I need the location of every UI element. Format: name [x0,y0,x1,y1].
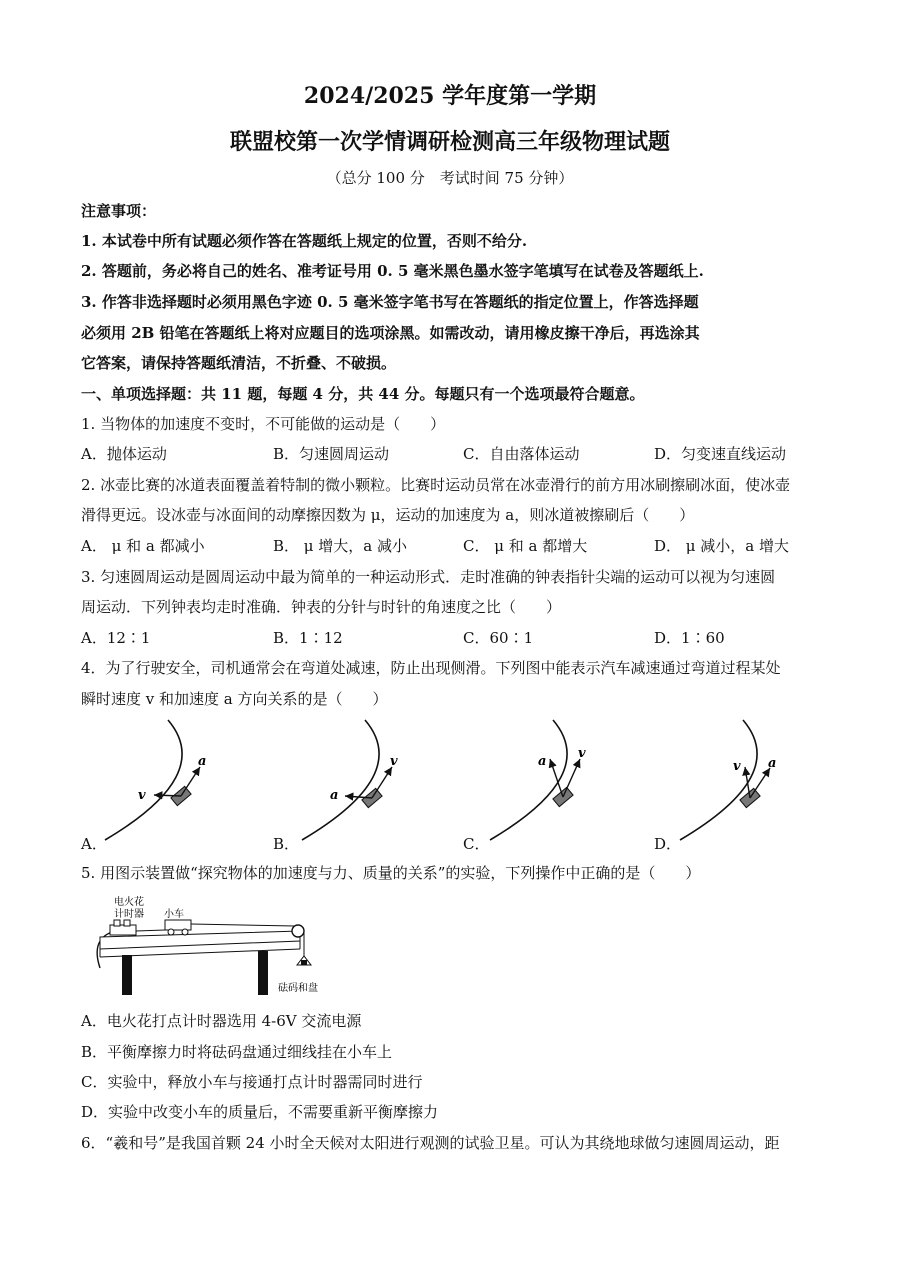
q4d-acc-label: a [768,756,777,771]
q6-stem-line1: 6．“羲和号”是我国首颗 24 小时全天候对太阳进行观测的试验卫星。可认为其绕地球做匀速圆周运动，距 [81,1134,780,1152]
note-1: 1. 本试卷中所有试题必须作答在答题纸上规定的位置，否则不给分. [81,232,528,250]
q2-option-a: A． μ 和 a 都减小 [81,537,205,555]
notes-heading: 注意事项： [81,202,157,220]
q1-option-a: A．抛体运动 [81,445,167,463]
q1-option-c: C．自由落体运动 [463,445,580,463]
q4c-v-label: v [578,746,586,761]
q5-fig-cart-label: 小车 [164,909,184,920]
q5-fig-timer-label1: 电火花 [114,897,144,908]
q4-figure-a [105,720,206,840]
q3-stem-line1-alt: 3. 匀速圆周运动是圆周运动中最为简单的一种运动形式．走时准确的钟表指针尖端的运动可以视为匀速圆 [81,568,776,586]
q3-option-b: B．1∶12 [273,629,343,647]
q5-option-d: D．实验中改变小车的质量后，不需要重新平衡摩擦力 [81,1103,439,1121]
q2-option-b: B． μ 增大，a 减小 [273,537,408,555]
q4-figures [0,715,900,855]
q4b-acc-label: a [330,788,339,803]
q2-stem-line1: 2. 冰壶比赛的冰道表面覆盖着特制的微小颗粒。比赛时运动员常在冰壶滑行的前方用冰刷擦刷冰面，使冰壶 [81,476,791,494]
q4-figure-b [302,720,398,840]
q3-stem-line2: 周运动．下列钟表均走时准确．钟表的分针与时针的角速度之比（ ） [81,596,821,618]
q2-option-c: C． μ 和 a 都增大 [463,537,588,555]
q2-stem-line2: 滑得更远。设冰壶与冰面间的动摩擦因数为 μ，运动的加速度为 a，则冰道被擦刷后（ ） [81,506,695,524]
q1-stem: 1. 当物体的加速度不变时，不可能做的运动是（ ） [81,415,446,433]
q4a-acc-label: a [198,754,207,769]
q4c-acc-label: a [538,754,547,769]
note-3-line2: 必须用 2B 铅笔在答题纸上将对应题目的选项涂黑。如需改动，请用橡皮擦干净后，再选涂其 [81,324,700,342]
q3-option-c: C．60∶1 [463,629,534,647]
q5-stem: 5. 用图示装置做“探究物体的加速度与力、质量的关系”的实验，下列操作中正确的是（ ） [81,864,701,882]
q4b-v-label: v [390,754,398,769]
exam-subtitle: （总分 100 分 考试时间 75 分钟） [326,169,574,187]
q5-fig-weights-label: 砝码和盘 [278,983,318,994]
q4-option-c: C． [463,835,490,853]
q4a-v-label: v [138,788,146,803]
q5-option-b: B．平衡摩擦力时将砝码盘通过细线挂在小车上 [81,1043,393,1061]
q4-figure-c [490,720,586,840]
note-2: 2. 答题前，务必将自己的姓名、准考证号用 0. 5 毫米黑色墨水签字笔填写在试卷及答题纸上. [81,262,704,280]
section-heading: 一、单项选择题：共 11 题，每题 4 分，共 44 分。每题只有一个选项最符合题意。 [81,385,645,403]
q4d-v-label: v [733,759,741,774]
q3-option-a: A．12∶1 [81,629,151,647]
q4-option-a: A． [81,835,107,853]
note-3-line3: 它答案，请保持答题纸清洁，不折叠、不破损。 [81,354,397,372]
q4-figure-d [680,720,776,840]
q4-stem-line1: 4．为了行驶安全，司机通常会在弯道处减速，防止出现侧滑。下列图中能表示汽车减速通过弯道过程某处 [81,659,781,677]
q3-option-d: D．1∶60 [654,629,725,647]
note-3-line1: 3. 作答非选择题时必须用黑色字迹 0. 5 毫米签字笔书写在答题纸的指定位置上，作答选择题 [81,293,699,311]
q1-option-b: B．匀速圆周运动 [273,445,390,463]
q5-option-c: C．实验中，释放小车与接通打点计时器需同时进行 [81,1073,423,1091]
q5-fig-timer-label2: 计时器 [114,909,144,920]
q4-option-b: B． [273,835,300,853]
q4-option-d: D． [654,835,682,853]
q4-stem-line2: 瞬时速度 v 和加速度 a 方向关系的是（ ） [81,690,388,708]
q2-option-d: D． μ 减小，a 增大 [654,537,790,555]
q5-apparatus-figure [80,893,320,1003]
exam-semester-title: 2024/2025 学年度第一学期 [303,83,597,109]
q5-option-a: A．电火花打点计时器选用 4-6V 交流电源 [81,1012,362,1030]
exam-title: 联盟校第一次学情调研检测高三年级物理试题 [229,129,670,155]
q1-option-d: D．匀变速直线运动 [654,445,787,463]
